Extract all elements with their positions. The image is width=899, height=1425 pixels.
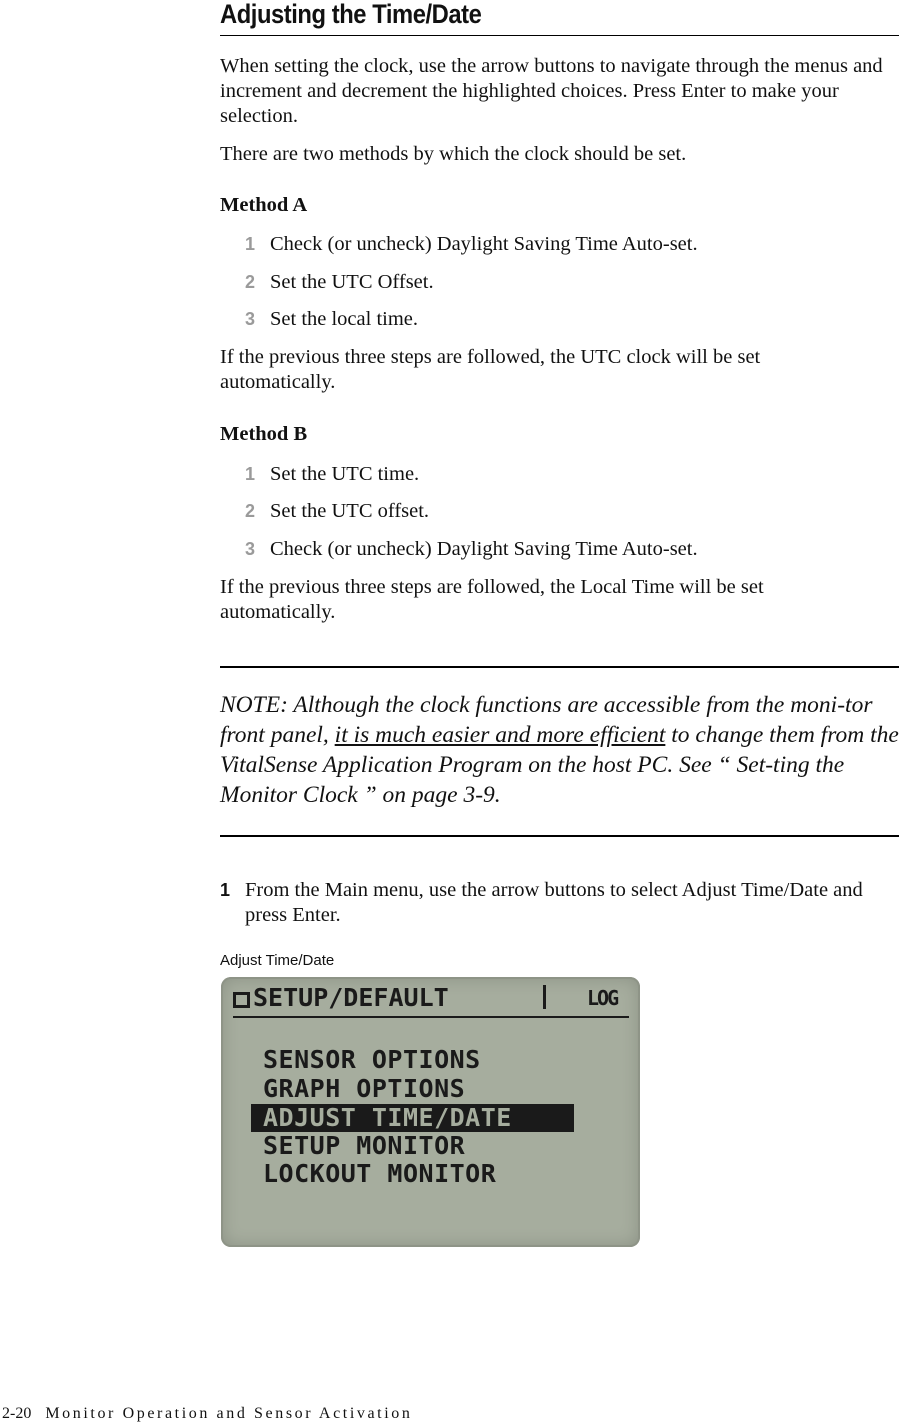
method-b-result: If the previous three steps are followed, the Local Time will be set automatically. [220, 576, 764, 623]
step-number: 3 [245, 309, 256, 329]
step-number: 2 [245, 501, 256, 521]
method-a-step-1 [245, 232, 698, 257]
lcd-header [233, 981, 629, 1015]
note-text-end: to change them from the VitalSense Application Program on the host PC. See “ Set-ting the Monitor Clock ” on page 3-9. [220, 722, 899, 808]
step-text: Check (or uncheck) Daylight Saving Time Auto-set. [270, 233, 698, 255]
lcd-menu-item[interactable]: SETUP MONITOR [263, 1131, 466, 1160]
step-text: From the Main menu, use the arrow buttons to select Adjust Time/Date and press Enter. [245, 879, 863, 926]
main-step [220, 878, 899, 928]
note-emphasis: it is much easier and more efficient [334, 722, 666, 748]
step-text: Check (or uncheck) Daylight Saving Time Auto-set. [270, 538, 698, 560]
method-b-step-2 [245, 499, 429, 524]
page-number: 2-20 [2, 1405, 32, 1422]
lcd-header-title: SETUP/DEFAULT [253, 983, 449, 1012]
step-text: Set the local time. [270, 308, 419, 330]
method-b-heading: Method B [220, 423, 308, 445]
lcd-header-separator [543, 985, 546, 1009]
lcd-header-rule [233, 1016, 629, 1018]
intro-paragraph: When setting the clock, use the arrow buttons to navigate through the menus and increment and decrement the highlighted choices. Press Enter to make your selection. [220, 55, 883, 127]
step-number: 1 [220, 880, 231, 900]
lcd-menu-item-selected[interactable]: ADJUST TIME/DATE [251, 1104, 574, 1132]
method-a-result: If the previous three steps are followed, the UTC clock will be set automatically. [220, 346, 761, 393]
method-a-step-3 [245, 307, 418, 332]
lcd-menu-item[interactable]: SENSOR OPTIONS [263, 1045, 481, 1074]
methods-intro: There are two methods by which the clock should be set. [220, 143, 687, 165]
method-b-step-1 [245, 462, 419, 487]
note-box [220, 690, 899, 810]
title-rule [220, 35, 899, 36]
figure-caption: Adjust Time/Date [220, 952, 335, 969]
page-title: Adjusting the Time/Date [220, 0, 482, 29]
note-bottom-rule [220, 835, 899, 837]
step-text: Set the UTC time. [270, 463, 420, 485]
method-a-heading: Method A [220, 194, 308, 216]
step-number: 1 [245, 234, 256, 254]
note-top-rule [220, 666, 899, 668]
step-number: 3 [245, 539, 256, 559]
folder-icon [233, 992, 250, 1008]
step-text: Set the UTC Offset. [270, 271, 434, 293]
lcd-menu-item[interactable]: LOCKOUT MONITOR [263, 1159, 497, 1188]
section-title: Monitor Operation and Sensor Activation [45, 1405, 413, 1422]
note-text-start: NOTE: Although the clock functions are accessible from the moni-tor front panel, [220, 692, 873, 748]
step-text: Set the UTC offset. [270, 500, 430, 522]
method-a-step-2 [245, 270, 434, 295]
lcd-log-label: LOG [587, 986, 618, 1010]
lcd-menu-item[interactable]: GRAPH OPTIONS [263, 1074, 466, 1103]
step-number: 2 [245, 272, 256, 292]
page-footer [2, 1405, 412, 1423]
lcd-screen [221, 977, 640, 1247]
step-number: 1 [245, 464, 256, 484]
method-b-step-3 [245, 537, 698, 562]
